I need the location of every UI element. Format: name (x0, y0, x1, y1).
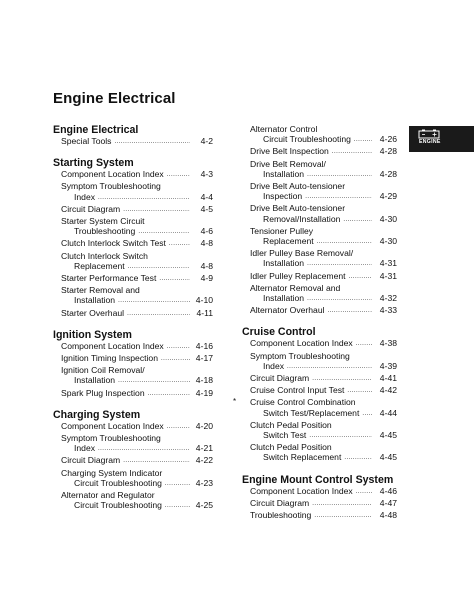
toc-entry[interactable] (53, 308, 213, 320)
page-number: 4-6 (200, 226, 213, 237)
entry-title: Installation (74, 295, 116, 306)
entry-title: Special Tools (61, 136, 112, 146)
dot-leader (312, 497, 372, 509)
dot-leader (343, 213, 372, 225)
entry-title: Troubleshooting (74, 226, 136, 237)
entry-line (242, 236, 397, 248)
dot-leader (138, 225, 190, 237)
entry-line (53, 308, 213, 320)
dot-leader (123, 203, 190, 215)
entry-title: Circuit Diagram (61, 455, 121, 466)
entry-line (242, 408, 397, 420)
dot-leader (165, 499, 190, 511)
entry-line (53, 273, 213, 285)
entry-title: Starter Removal and (61, 285, 140, 296)
toc-left-column (53, 124, 213, 512)
entry-line (242, 305, 397, 317)
dot-leader (344, 451, 372, 463)
page-number: 4-23 (195, 477, 213, 488)
entry-line (242, 293, 397, 305)
page-number: 4-47 (379, 497, 397, 508)
toc-entry[interactable] (242, 203, 397, 225)
entry-title: Circuit Diagram (61, 203, 121, 214)
toc-section (53, 157, 213, 320)
dot-leader (354, 133, 372, 145)
entry-title: Clutch Pedal Position (250, 442, 332, 453)
entry-line (242, 258, 397, 270)
entry-line (242, 214, 397, 226)
section-heading: Cruise Control (242, 326, 316, 339)
toc-entry[interactable] (53, 238, 213, 250)
entry-title: Alternator Control (250, 124, 318, 134)
entry-line (53, 238, 213, 250)
entry-title: Cruise Control Combination (250, 397, 356, 408)
entry-line (242, 385, 397, 397)
toc-entry[interactable] (53, 251, 213, 273)
entry-title: Component Location Index (61, 340, 164, 351)
toc-entry[interactable] (242, 146, 397, 158)
section-tab[interactable] (409, 126, 474, 152)
entry-line (242, 452, 397, 464)
entry-title: Spark Plug Inspection (61, 387, 145, 398)
page-number: 4-17 (195, 353, 213, 364)
entry-line (53, 353, 213, 365)
page-number: 4-29 (379, 191, 397, 202)
section-heading: Engine Mount Control System (242, 473, 394, 486)
dot-leader (328, 304, 372, 316)
page-number: 4-39 (379, 360, 397, 371)
entry-title: Clutch Interlock Switch Test (61, 238, 166, 249)
entry-title: Symptom Troubleshooting (61, 181, 161, 192)
entry-marker: * (233, 397, 237, 407)
page-number: 4-3 (200, 169, 213, 180)
entry-line (53, 421, 213, 433)
entry-line (242, 442, 397, 452)
entry-title: Replacement (74, 260, 125, 271)
entry-line (53, 136, 213, 148)
entry-line (53, 500, 213, 512)
page-number: 4-19 (195, 387, 213, 398)
toc-entry[interactable] (233, 397, 397, 419)
entry-title: Installation (263, 293, 305, 304)
section-spacer (53, 400, 213, 409)
entry-line (242, 430, 397, 442)
page-number: 4-42 (379, 385, 397, 396)
toc-entry[interactable] (242, 283, 397, 305)
page-number: 4-30 (379, 236, 397, 247)
section-spacer (242, 317, 397, 326)
entry-title: Drive Belt Removal/ (250, 158, 326, 169)
toc-section (242, 474, 397, 523)
entry-title: Troubleshooting (250, 510, 312, 521)
page-number: 4-4 (200, 191, 213, 202)
toc-entry[interactable] (242, 442, 397, 464)
entry-title: Tensioner Pulley (250, 225, 314, 236)
entry-title: Component Location Index (250, 485, 353, 496)
dot-leader (305, 190, 372, 202)
entry-title: Removal/Installation (263, 213, 341, 224)
page-number: 4-18 (195, 375, 213, 386)
toc-entry[interactable] (242, 248, 397, 270)
toc-entry[interactable] (53, 388, 213, 400)
page-number: 4-21 (195, 443, 213, 454)
toc-entry[interactable] (53, 273, 213, 285)
entry-line (242, 134, 397, 146)
toc-entry[interactable] (53, 468, 213, 490)
section-heading: Ignition System (53, 328, 132, 341)
dot-leader (332, 145, 372, 157)
entry-title: Component Location Index (250, 338, 353, 349)
entry-title: Circuit Troubleshooting (74, 477, 162, 488)
dot-leader (356, 485, 372, 497)
entry-title: Circuit Troubleshooting (263, 134, 351, 145)
entry-title: Symptom Troubleshooting (61, 433, 161, 444)
entry-line (53, 169, 213, 181)
dot-leader (349, 270, 372, 282)
dot-leader (307, 257, 372, 269)
toc-entry[interactable] (242, 420, 397, 442)
section-spacer (53, 320, 213, 329)
page-number: 4-31 (379, 258, 397, 269)
dot-leader (167, 168, 190, 180)
dot-leader (167, 420, 190, 432)
entry-title: Clutch Interlock Switch (61, 250, 148, 261)
entry-title: Alternator Overhaul (250, 305, 325, 316)
toc-entry[interactable] (53, 433, 213, 455)
entry-title: Alternator Removal and (250, 282, 341, 293)
toc-entry[interactable] (53, 136, 213, 148)
entry-line (242, 124, 397, 134)
dot-leader (123, 454, 190, 466)
dot-leader (114, 135, 190, 147)
entry-line (242, 203, 397, 213)
entry-line (53, 388, 213, 400)
entry-title: Circuit Diagram (250, 373, 310, 384)
dot-leader (167, 340, 190, 352)
page-number: 4-31 (379, 270, 397, 281)
dot-leader (161, 352, 190, 364)
toc-entry[interactable] (53, 365, 213, 387)
toc-entry[interactable] (242, 385, 397, 397)
dot-leader (98, 191, 190, 203)
entry-title: Idler Pulley Base Removal/ (250, 248, 354, 259)
dot-leader (98, 442, 190, 454)
toc-entry[interactable] (242, 351, 397, 373)
entry-title: Ignition Coil Removal/ (61, 365, 145, 376)
section-heading: Charging System (53, 408, 141, 421)
toc-section (53, 124, 213, 148)
page-number: 4-46 (379, 485, 397, 496)
page-number: 4-30 (379, 213, 397, 224)
page-number: 4-11 (196, 307, 213, 318)
entry-line (242, 271, 397, 283)
toc-entry[interactable] (53, 421, 213, 433)
dot-leader (169, 237, 190, 249)
dot-leader (307, 168, 372, 180)
entry-line (242, 191, 397, 203)
dot-leader (165, 477, 190, 489)
page-number: 4-33 (379, 305, 397, 316)
dot-leader (312, 372, 372, 384)
toc-entry[interactable] (242, 338, 397, 350)
page-number: 4-8 (200, 260, 213, 271)
entry-title: Starter Performance Test (61, 273, 157, 284)
entry-title: Drive Belt Inspection (250, 146, 329, 157)
entry-title: Circuit Diagram (250, 497, 310, 508)
entry-title: Switch Test/Replacement (263, 407, 360, 418)
entry-line (242, 146, 397, 158)
page-title: Engine Electrical (53, 90, 176, 107)
page-number: 4-2 (200, 136, 213, 146)
entry-title: Drive Belt Auto-tensioner (250, 203, 346, 214)
entry-title: Index (74, 443, 96, 454)
toc-right-column (233, 124, 397, 522)
entry-line (242, 338, 397, 350)
toc-entry[interactable] (53, 181, 213, 203)
toc-entry[interactable] (53, 285, 213, 307)
dot-leader (118, 374, 190, 386)
dot-leader (127, 307, 190, 319)
toc-entry[interactable] (242, 226, 397, 248)
entry-title: Installation (74, 375, 116, 386)
entry-title: Idler Pulley Replacement (250, 270, 346, 281)
entry-title: Switch Replacement (263, 452, 342, 463)
toc-entry[interactable] (242, 181, 397, 203)
entry-title: Switch Test (263, 430, 307, 441)
dot-leader (148, 387, 190, 399)
entry-line (242, 510, 397, 522)
dot-leader (128, 260, 190, 272)
page-number: 4-26 (379, 134, 397, 145)
toc-entry[interactable] (242, 305, 397, 317)
page-number: 4-20 (195, 420, 213, 431)
dot-leader (287, 360, 372, 372)
toc-entry[interactable] (242, 510, 397, 522)
toc-entry[interactable] (53, 353, 213, 365)
entry-title: Symptom Troubleshooting (250, 350, 350, 361)
section-heading: Engine Electrical (53, 124, 139, 136)
entry-title: Replacement (263, 236, 314, 247)
entry-title: Index (263, 360, 285, 371)
section-heading: Starting System (53, 157, 134, 170)
toc-section (53, 409, 213, 513)
entry-title: Component Location Index (61, 169, 164, 180)
page-number: 4-45 (379, 430, 397, 441)
page-number: 4-8 (200, 238, 213, 249)
toc-entry[interactable] (53, 490, 213, 512)
entry-title: Ignition Timing Inspection (61, 353, 158, 364)
entry-title: Starter Overhaul (61, 307, 125, 318)
page-number: 4-45 (379, 452, 397, 463)
dot-leader (317, 235, 372, 247)
entry-title: Starter System Circuit (61, 216, 145, 227)
toc-entry[interactable] (242, 159, 397, 181)
entry-title: Drive Belt Auto-tensioner (250, 181, 346, 192)
page-number: 4-28 (379, 146, 397, 157)
entry-line (53, 204, 213, 216)
page-number: 4-32 (379, 293, 397, 304)
page-number: 4-44 (379, 407, 397, 418)
toc-section (242, 124, 397, 317)
page-number: 4-16 (195, 340, 213, 351)
entry-title: Alternator and Regulator (61, 490, 155, 501)
page-number: 4-5 (200, 203, 213, 214)
dot-leader (356, 337, 372, 349)
dot-leader (159, 272, 190, 284)
entry-title: Cruise Control Input Test (250, 385, 345, 396)
entry-title: Installation (263, 258, 305, 269)
dot-leader (118, 294, 190, 306)
entry-title: Charging System Indicator (61, 467, 163, 478)
page-number: 4-28 (379, 168, 397, 179)
dot-leader (307, 292, 372, 304)
toc-entry[interactable] (242, 373, 397, 385)
entry-title: Inspection (263, 191, 303, 202)
section-spacer (53, 148, 213, 157)
page-number: 4-9 (200, 273, 213, 284)
page-number: 4-25 (195, 500, 213, 511)
entry-line (242, 169, 397, 181)
entry-line (53, 478, 213, 490)
dot-leader (362, 407, 372, 419)
page-number: 4-41 (379, 373, 397, 384)
toc-entry[interactable] (242, 124, 397, 146)
dot-leader (347, 384, 372, 396)
entry-title: Index (74, 191, 96, 202)
entry-line (233, 397, 397, 408)
toc-entry[interactable] (242, 271, 397, 283)
page-number: 4-48 (379, 510, 397, 521)
toc-entry[interactable] (53, 169, 213, 181)
page-number: 4-38 (379, 338, 397, 349)
entry-title: Component Location Index (61, 420, 164, 431)
dot-leader (309, 429, 372, 441)
toc-section (233, 326, 397, 464)
tab-label: ENGINE (419, 139, 441, 145)
section-spacer (242, 465, 397, 474)
entry-title: Circuit Troubleshooting (74, 500, 162, 511)
battery-icon (418, 129, 448, 139)
page-number: 4-10 (195, 295, 213, 306)
toc-entry[interactable] (53, 216, 213, 238)
entry-line (53, 455, 213, 467)
toc-section (53, 329, 213, 400)
entry-line (242, 373, 397, 385)
toc-entry[interactable] (53, 455, 213, 467)
toc-entry[interactable] (53, 204, 213, 216)
page-number: 4-22 (195, 455, 213, 466)
dot-leader (314, 509, 372, 521)
entry-title: Clutch Pedal Position (250, 419, 332, 430)
entry-title: Installation (263, 168, 305, 179)
